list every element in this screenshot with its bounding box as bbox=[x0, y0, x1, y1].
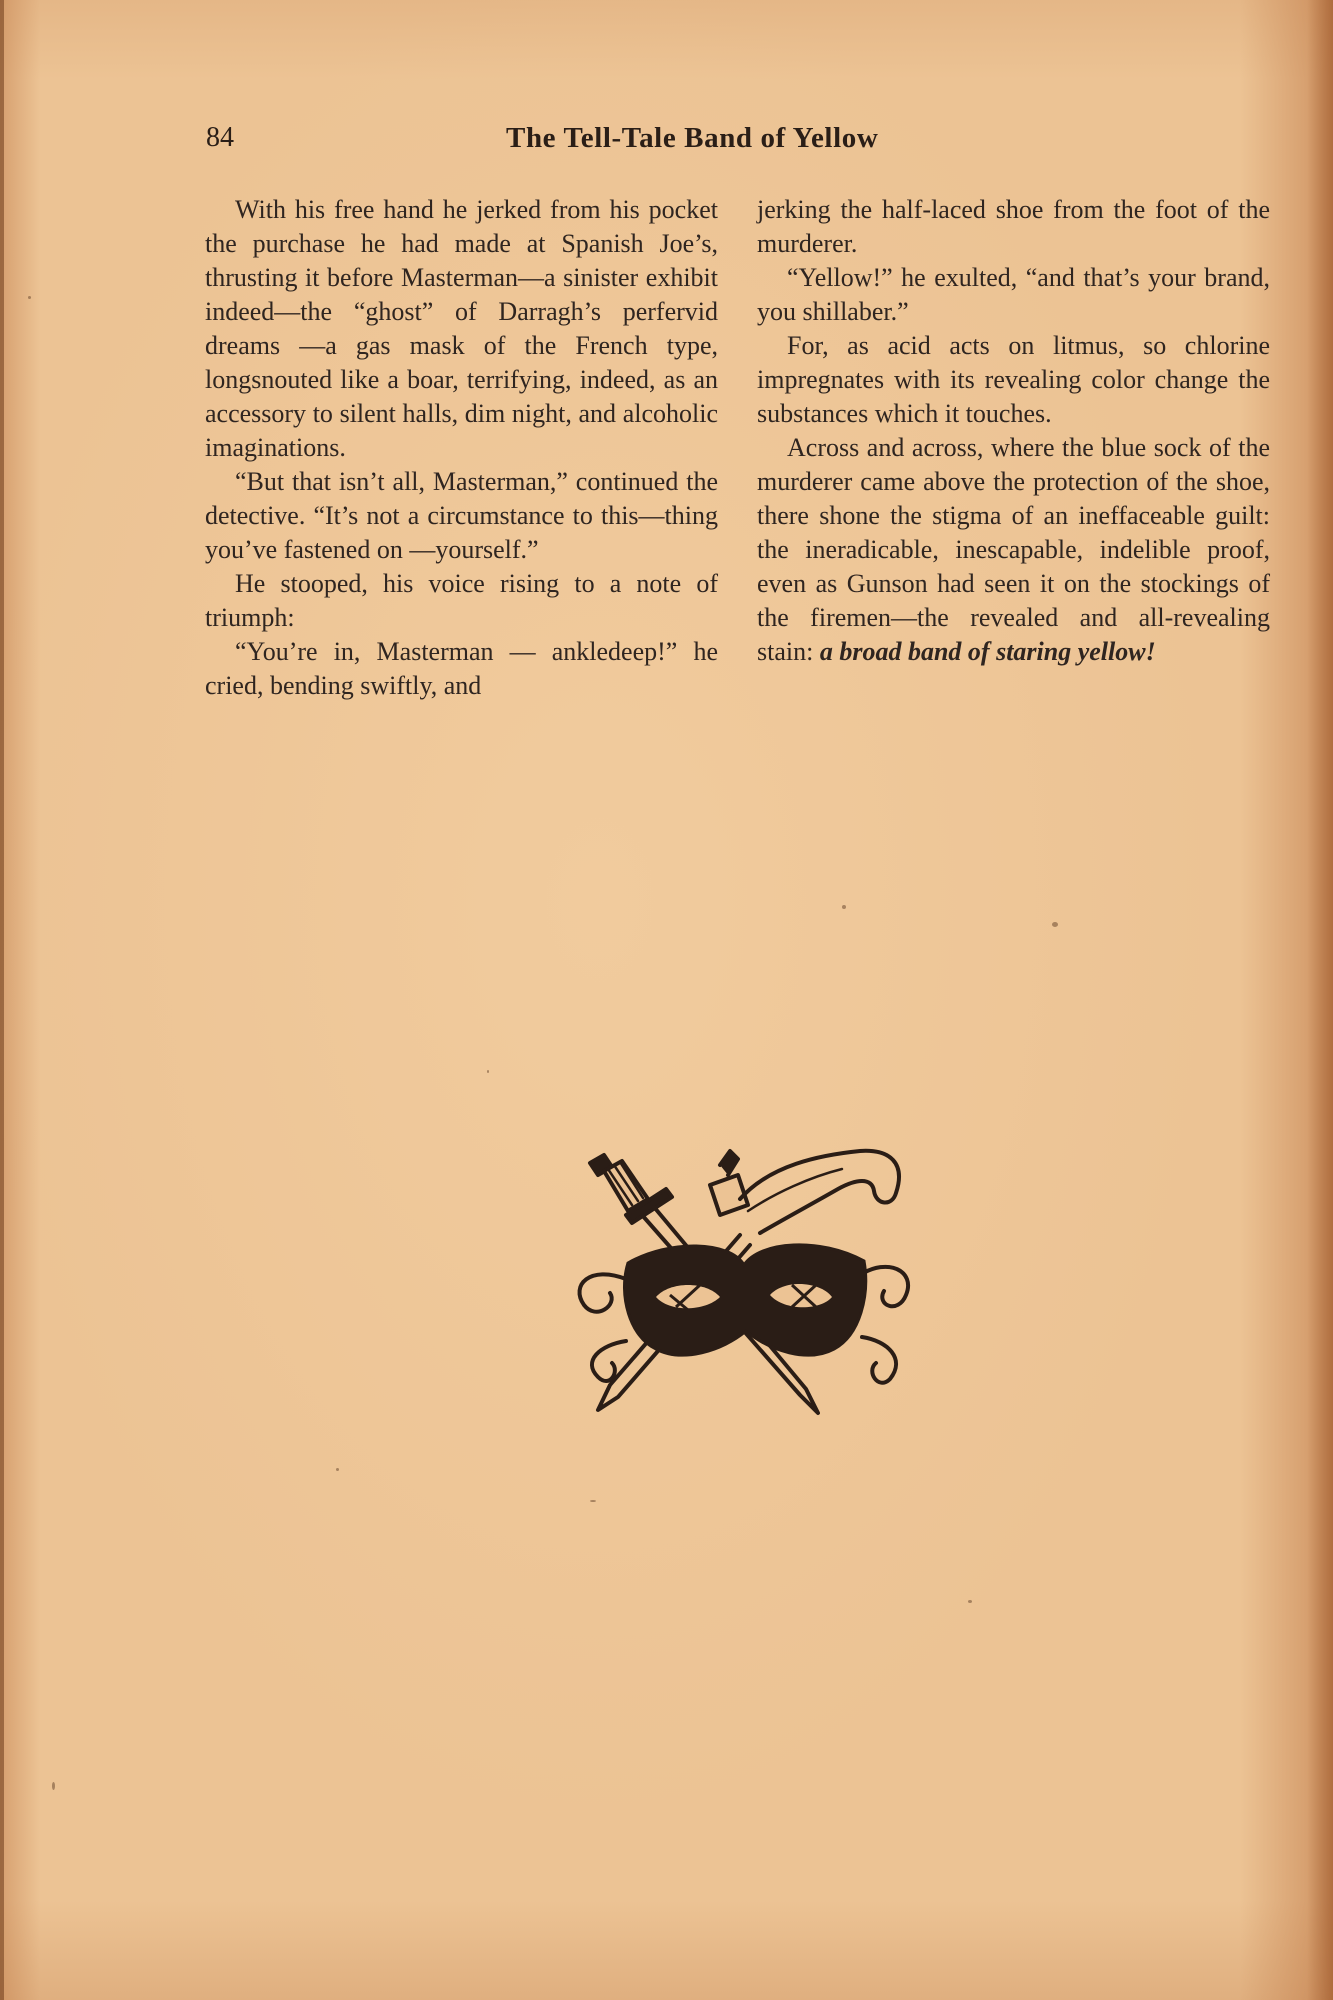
left-paragraph-2: “But that isn’t all, Masterman,” continued the detective. “It’s not a circumstance to this—thing you’ve fastened on —yourself.” bbox=[205, 467, 718, 564]
right-paragraph-2: “Yellow!” he exulted, “and that’s your brand, you shillaber.” bbox=[757, 263, 1270, 326]
left-paragraph-4: “You’re in, Masterman — ankledeep!” he cried, bending swiftly, and bbox=[205, 637, 718, 700]
running-title: The Tell-Tale Band of Yellow bbox=[506, 122, 879, 154]
page-number: 84 bbox=[206, 122, 234, 153]
right-column bbox=[757, 193, 1270, 669]
right-paragraph-4-text: Across and across, where the blue sock of the murderer came above the protection of the shoe, there shone the stigma of an ineffaceable guilt: the ineradicable, inescapable, indelible proof, even as Gunson had seen it on the stockings of the firemen—the revealed and all-revealing stain: bbox=[757, 433, 1270, 666]
closing-italic-phrase: a broad band of staring yellow! bbox=[819, 637, 1156, 666]
left-column bbox=[205, 193, 718, 703]
page-right-edge bbox=[1307, 0, 1333, 2000]
right-paragraph-3: For, as acid acts on litmus, so chlorine impregnates with its revealing color change the substances which it touches. bbox=[757, 331, 1270, 428]
mask-dagger-pistol-icon bbox=[570, 1145, 916, 1430]
right-paragraph-4 bbox=[757, 431, 1270, 669]
running-head bbox=[206, 122, 1278, 162]
page-left-edge bbox=[0, 0, 4, 2000]
left-paragraph-3: He stooped, his voice rising to a note of triumph: bbox=[205, 569, 718, 632]
left-paragraph-1: With his free hand he jerked from his pocket the purchase he had made at Spanish Joe’s, thrusting it before Masterman—a sinister exhibit indeed—the “ghost” of Darragh’s perfervid dreams —a gas mask of the French type, longsnouted like a boar, terrifying, indeed, as an accessory to silent halls, dim night, and alcoholic imaginations. bbox=[205, 195, 718, 462]
right-paragraph-1: jerking the half-laced shoe from the foot of the murderer. bbox=[757, 195, 1270, 258]
